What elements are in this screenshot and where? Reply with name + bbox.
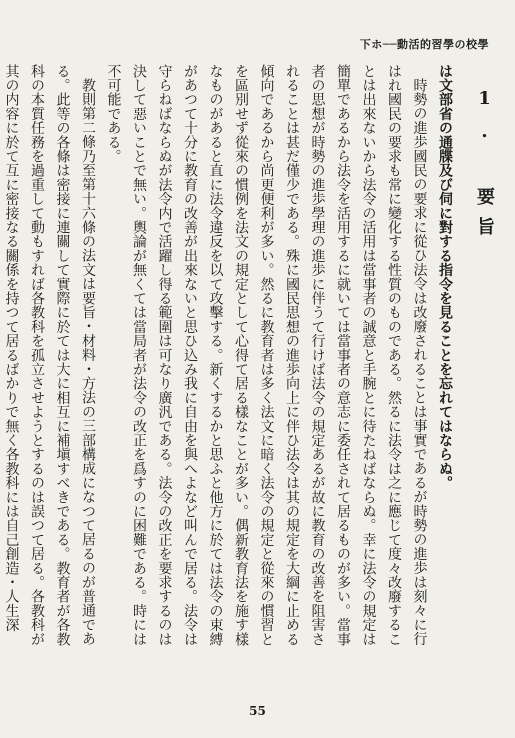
paragraph: 教則第二條乃至第十六條の法文は要旨・材料・方法の三部構成になつて居るのが普通である。此等の各條は密接に連關して實際に於ては大に相互に補塡すべきである。教育者が各教科の本質任務を過重して動もすれば各教科を孤立させようとするのは誤つて居る。各教科が其の内容に於て互に密接なる關係を持つて居るばかりで無く各教科には自己創造・人生深 — [3, 64, 96, 647]
paragraph-continuation: は文部省の通牒及び伺に對する指令を見ることを忘れてはならぬ。 — [437, 64, 453, 490]
paragraph: 時勢の進歩國民の要求に從ひ法令は改廢されることは事實であるが時勢の進歩は刻々に行はれ國民の要求も常に變化する性質のものである。然るに法令は之に應じて度々改廢することは出來ないから法令の活用は當事者の誠意と手腕とに待たねばならぬ。幸に法令の規定は簡單であるから法令を活用するに就いては當事者の意志に委任されて居るものが多い。當事者の思想が時勢の進歩學理の進歩に伴うて行けば法令の規定あるが故に教育の改善を阻害されることは甚だ僅少である。殊に國民思想の進歩向上に伴ひ法令は其の規定を大綱に止める傾向であるから尚更便利が多い。然るに教育者は多く法文に暗く法令の規定と從來の慣習とを區別せず從來の慣例を法文の規定として心得て居る樣なことが多い。偶新教育法を施す樣なものがあると直に法令違反を以て攻擊する。新くするかと思ふと他方に於ては法令の束縛があつて十分に教育の改善が出來ないと思ひ込み我に自由を與へよなど叫んで居る。法令は守らねばならぬが法令内で活躍し得る範圍は可なり廣汎である。法令の改正を要求するのは決して惡いことで無い。輿論が無くては當局者が法令の改正を爲すのに困難である。時には不可能である。 — [105, 64, 428, 647]
running-head: 學校の學習的活動──ホ下 — [359, 38, 489, 51]
body-text — [3, 64, 457, 652]
section-heading: 1. 要旨 — [474, 88, 495, 247]
page-number: 55 — [249, 704, 266, 718]
